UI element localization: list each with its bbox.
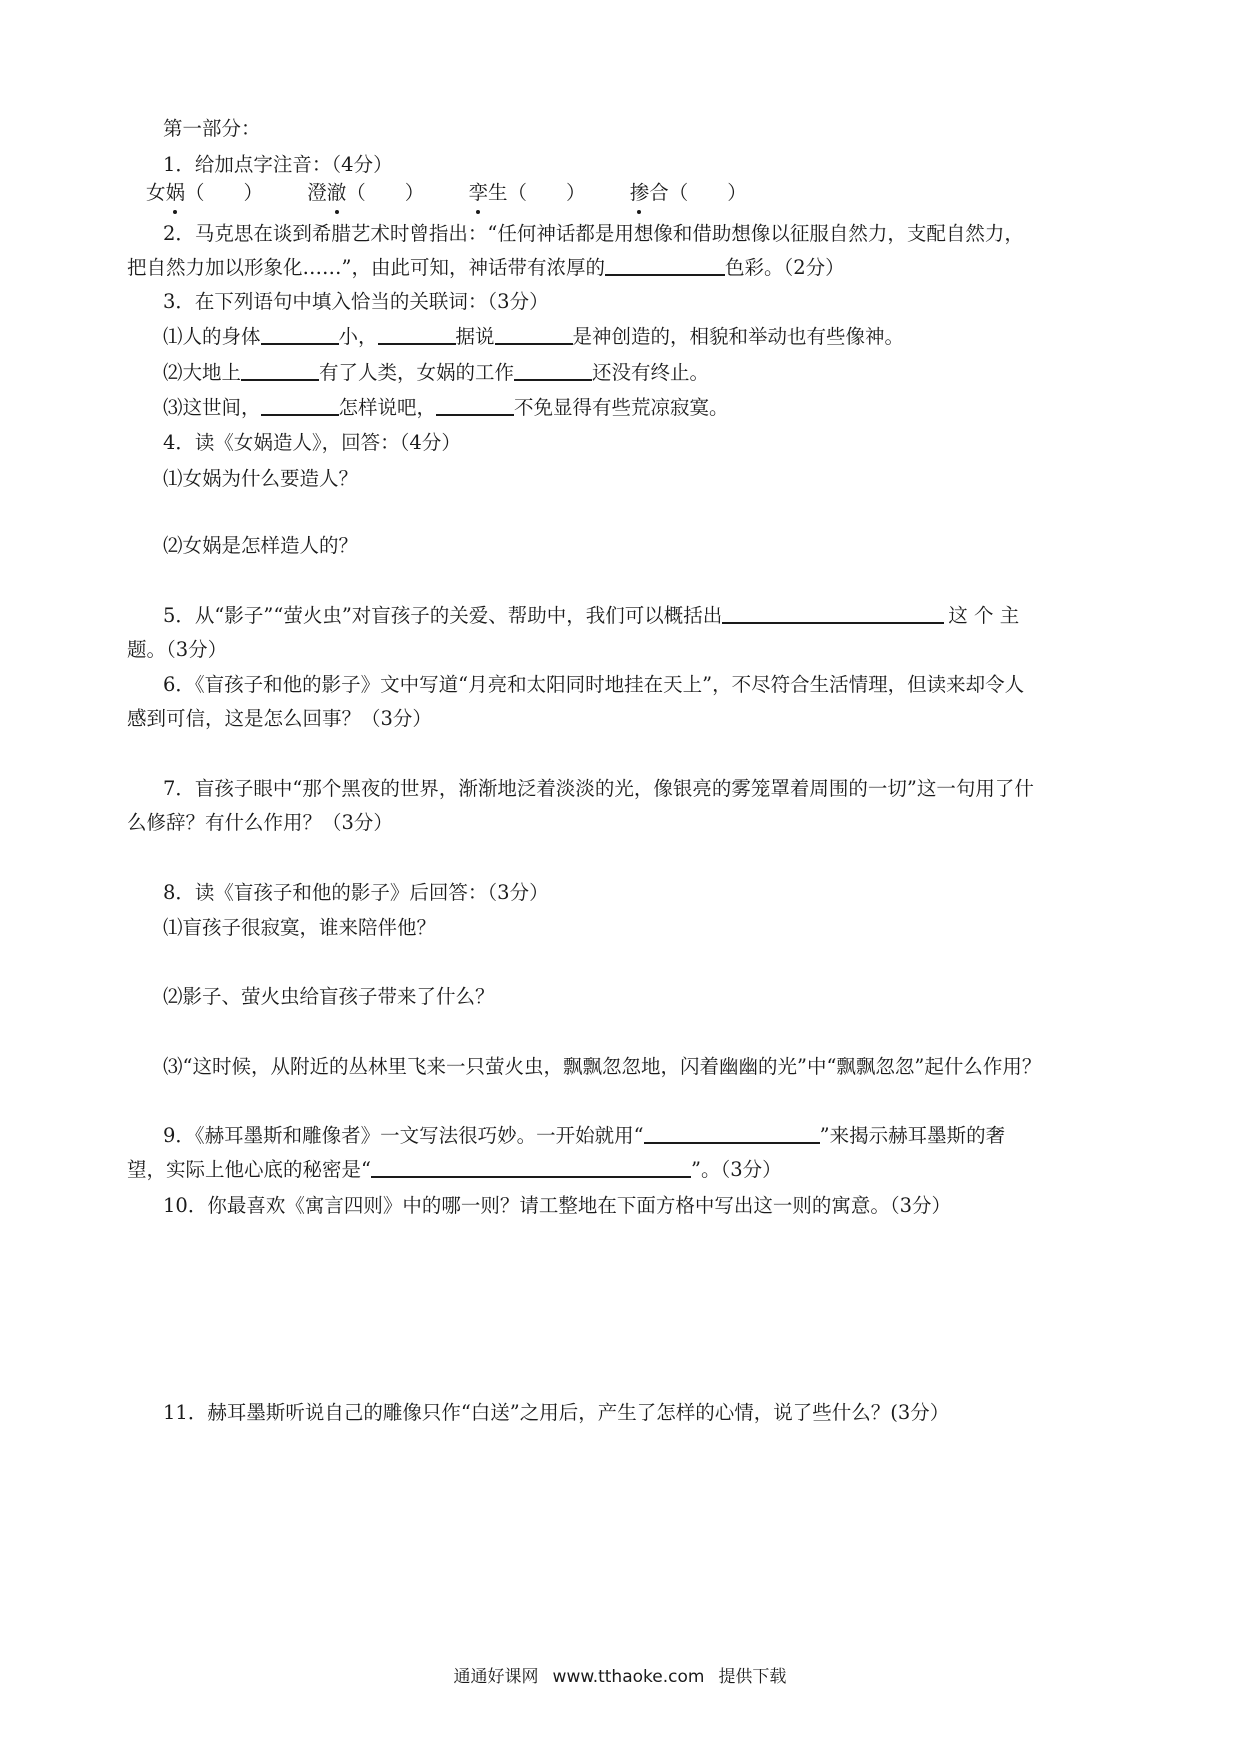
footer-site-name: 通通好课网	[453, 1667, 539, 1687]
question-5-line-1: 5．从“影子”“萤火虫”对盲孩子的关爱、帮助中，我们可以概括出 这 个 主	[163, 604, 1020, 627]
answer-blank[interactable]	[378, 323, 456, 345]
question-3-stem: 3．在下列语句中填入恰当的关联词：（3分）	[163, 290, 549, 313]
question-7-line-1: 7．盲孩子眼中“那个黑夜的世界，渐渐地泛着淡淡的光，像银亮的雾笼罩着周围的一切”这一句用了什	[163, 777, 1034, 800]
question-9-line-2: 望，实际上他心底的秘密是“ ”。（3分）	[127, 1158, 782, 1181]
answer-blank[interactable]	[261, 394, 339, 416]
question-3-sentence-2: ⑵大地上 有了人类，女娲的工作 还没有终止。	[163, 361, 710, 384]
question-4-sub-1: ⑴女娲为什么要造人？	[163, 467, 359, 490]
answer-blank[interactable]	[371, 1156, 691, 1178]
answer-blank[interactable]	[261, 323, 339, 345]
question-4-stem: 4．读《女娲造人》，回答：（4分）	[163, 431, 461, 454]
question-2-line-2: 把自然力加以形象化……”，由此可知，神话带有浓厚的 色彩。（2分）	[127, 256, 845, 279]
answer-blank[interactable]	[644, 1122, 820, 1144]
pinyin-item: 澄澈（ ）	[307, 181, 424, 204]
pinyin-item: 女娲（ ）	[146, 181, 263, 204]
question-6-line-2: 感到可信，这是怎么回事？（3分）	[127, 707, 432, 730]
question-8-stem: 8．读《盲孩子和他的影子》后回答：（3分）	[163, 881, 549, 904]
answer-blank[interactable]	[722, 602, 944, 624]
answer-blank[interactable]	[241, 359, 319, 381]
question-2-line-1: 2．马克思在谈到希腊艺术时曾指出：“任何神话都是用想像和借助想像以征服自然力，支配自然力，	[163, 222, 1024, 245]
question-9-line-1: 9．《赫耳墨斯和雕像者》一文写法很巧妙。一开始就用“ ”来揭示赫耳墨斯的奢	[163, 1124, 1006, 1147]
footer-suffix: 提供下载	[718, 1667, 787, 1687]
question-5-line-2: 题。（3分）	[127, 638, 228, 661]
question-7-line-2: 么修辞？有什么作用？（3分）	[127, 811, 393, 834]
question-1-pinyin-items	[146, 178, 1106, 208]
answer-blank[interactable]	[514, 359, 592, 381]
answer-blank[interactable]	[605, 254, 725, 276]
question-3-sentence-1: ⑴人的身体 小， 据说 是神创造的，相貌和举动也有些像神。	[163, 325, 905, 348]
pinyin-item: 掺合（ ）	[630, 181, 747, 204]
page-footer	[0, 1664, 1240, 1690]
question-11: 11．赫耳墨斯听说自己的雕像只作“白送”之用后，产生了怎样的心情，说了些什么？(3分）	[163, 1401, 950, 1424]
question-6-line-1: 6．《盲孩子和他的影子》文中写道“月亮和太阳同时地挂在天上”，不尽符合生活情理，但读来却令人	[163, 673, 1025, 696]
question-8-sub-2: ⑵影子、萤火虫给盲孩子带来了什么？	[163, 985, 495, 1008]
answer-blank[interactable]	[436, 394, 514, 416]
question-4-sub-2: ⑵女娲是怎样造人的？	[163, 534, 359, 557]
question-10: 10．你最喜欢《寓言四则》中的哪一则？请工整地在下面方格中写出这一则的寓意。（3分）	[163, 1194, 951, 1217]
question-8-sub-1: ⑴盲孩子很寂寞，谁来陪伴他？	[163, 916, 437, 939]
question-8-sub-3: ⑶“这时候，从附近的丛林里飞来一只萤火虫，飘飘忽忽地，闪着幽幽的光”中“飘飘忽忽”起什么作用？	[163, 1055, 1042, 1078]
question-1-stem: 1．给加点字注音：（4分）	[163, 153, 393, 176]
footer-url[interactable]: www.tthaoke.com	[552, 1667, 705, 1687]
answer-blank[interactable]	[495, 323, 573, 345]
question-3-sentence-3: ⑶这世间， 怎样说吧， 不免显得有些荒凉寂寞。	[163, 396, 729, 419]
pinyin-item: 孪生（ ）	[469, 181, 586, 204]
section-title: 第一部分：	[163, 117, 261, 140]
